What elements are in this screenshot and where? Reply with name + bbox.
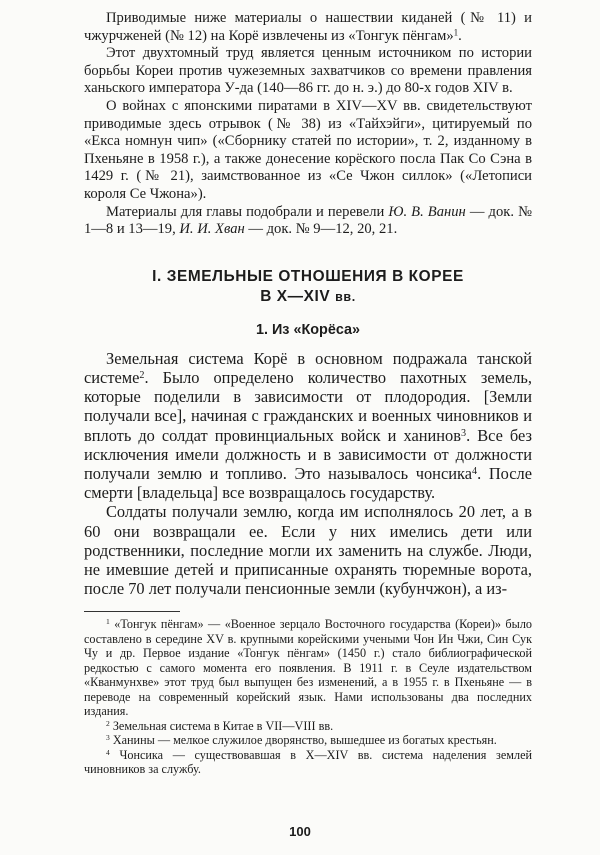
chapter-title-suffix: вв. [335,289,356,304]
chapter-title [84,267,532,307]
footnote-ref-4[interactable]: 4 [471,465,478,477]
intro-text-1-end: . [458,27,462,44]
intro-text-1: Приводимые ниже материалы о нашествии киданей (№ 11) и чжурчженей (№ 12) на Корё извлечены из «Тонгук пёнгам» [84,10,532,44]
compilers-lead: Материалы для главы подобрали и перевели [106,203,389,220]
chapter-title-line-2: В X—XIV [260,287,331,305]
compilers-paragraph [84,204,532,239]
body-paragraph-2: Солдаты получали землю, когда им исполнялось 20 лет, а в 60 они возвращали ее. Если у них имелись дети или родственники, последние могли их заменить на службе. Люди, не имевшие детей и приписанные охранять тюремные ворота, после 70 лет получали пенсионные земли (кубунчжон), а из- [84,502,532,599]
footnote-text-2: Земельная система в Китае в VII—VIII вв. [112,718,334,733]
intro-paragraph-1 [84,10,532,45]
footnote-1 [84,617,532,719]
footnote-4 [84,748,532,777]
body-text-1a: Земельная система Корё в основном подражала танской системе [84,348,532,387]
footnote-mark-3: 3 [106,733,110,743]
chapter-title-line-1: I. ЗЕМЕЛЬНЫЕ ОТНОШЕНИЯ В КОРЕЕ [152,267,464,285]
footnote-text-4: Чонсика — существовавшая в X—XIV вв. система наделения землей чиновников за службу. [84,747,533,777]
main-text [84,349,532,599]
compilers-docs-1: — док. № 1—8 и 13—19, [84,203,532,238]
footnote-mark-4: 4 [106,748,110,758]
footnote-divider [84,611,180,612]
body-text-1d: . После смерти [владельца] все возвращалось государству. [84,463,532,503]
footnote-ref-2[interactable]: 2 [139,369,145,381]
body-text-1c: . Все без исключения имели должность и в зависимости от должности получали землю и топливо. Это называлось чонсика [84,425,532,483]
footnote-ref-1[interactable]: 1 [453,27,459,38]
body-paragraph-1 [84,349,532,503]
compilers-docs-2: — док. № 9—12, 20, 21. [244,221,398,238]
footnote-text-1: «Тонгук пёнгам» — «Военное зерцало Восточного государства (Кореи)» было составлено в середине XV в. крупными корейскими учеными Чон Ин Чжи, Син Сук Чу и др. Первое издание «Тонгук пёнгам» (1450 г.) стало библиографической редкостью с самого момента его появления. В 1911 г. в Сеуле издательством «Кванмунхве» этот труд был выпущен без изменений, а в 1955 г. в Пхеньяне — в переводе на современный корейский язык. Нами использованы два последних издания. [84,617,532,719]
footnotes [84,617,532,777]
intro-block [84,10,532,239]
footnote-mark-1: 1 [106,617,110,627]
page-number: 100 [289,824,311,839]
intro-paragraph-2: Этот двухтомный труд является ценным источником по истории борьбы Кореи против чужеземных захватчиков со времени правления ханьского императора У-да (140—86 гг. до н. э.) до 80-х годов XIV в. [84,45,532,97]
compiler-name-vanin: Ю. В. Ванин [388,203,466,220]
footnote-3 [84,733,532,748]
footnote-text-3: Ханины — мелкое служилое дворянство, вышедшее из богатых крестьян. [112,733,497,748]
intro-paragraph-3: О войнах с японскими пиратами в XIV—XV вв. свидетельствуют приводимые здесь отрывок (№ 38) из «Тайхэйги», цитируемый по «Екса номнун чип» («Сборнику статей по истории», т. 2, изданному в Пхеньяне в 1958 г.), а также донесение корёского посла Пак Со Сэна в 1429 г. (№ 21), заимствованное из «Се Чжон силлок» («Летописи короля Се Чжона»). [84,97,532,202]
compiler-name-khvan: И. И. Хван [179,221,245,238]
body-text-1b: . Было определено количество пахотных земель, которые поделили в зависимости от плодородия. [Земли получали все], начиная с гражданских и военных чиновников и вплоть до солдат провинциальных войск и ханинов [84,367,532,445]
footnote-mark-2: 2 [106,719,110,729]
footnote-ref-3[interactable]: 3 [460,427,467,439]
footnote-2 [84,719,532,734]
section-title: 1. Из «Корёса» [255,321,361,338]
